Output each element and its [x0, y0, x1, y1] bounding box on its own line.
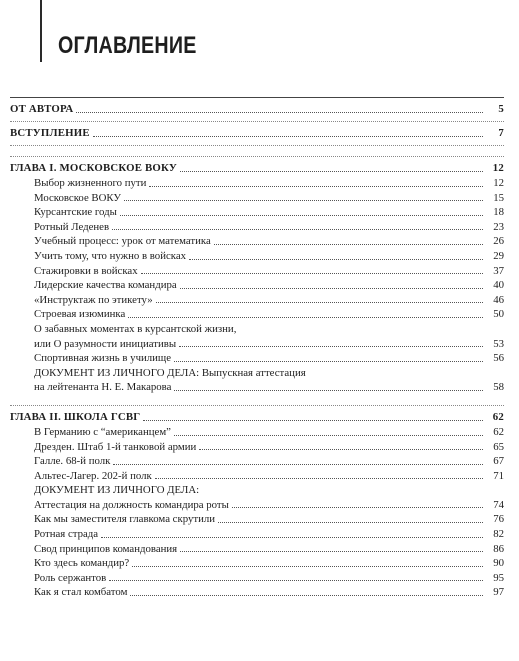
toc-entry[interactable]: ОТ АВТОРА 5 — [10, 103, 504, 115]
dot-leader — [155, 478, 483, 479]
toc-entry[interactable]: Строевая изюминка 50 — [34, 308, 504, 321]
toc-chapter[interactable]: ГЛАВА I. МОСКОВСКОЕ ВОКУ 12 — [10, 162, 504, 174]
toc-entry[interactable]: «Инструктаж по этикету» 46 — [34, 293, 504, 306]
toc-entry[interactable]: или О разумности инициативы 53 — [34, 337, 504, 350]
dot-leader — [112, 229, 483, 230]
dot-leader — [113, 464, 483, 465]
dot-leader — [76, 112, 483, 113]
toc-entry[interactable]: Выбор жизненного пути 12 — [34, 177, 504, 189]
toc-entry[interactable]: Ротный Леденев 23 — [34, 220, 504, 233]
toc-chapter[interactable]: ГЛАВА II. ШКОЛА ГСВГ 62 — [10, 410, 504, 423]
dot-leader — [174, 361, 483, 362]
toc-entry[interactable]: Учебный процесс: урок от математика 26 — [34, 235, 504, 248]
toc-entry[interactable]: Ротная страда 82 — [34, 528, 504, 541]
dot-leader — [232, 507, 483, 508]
dot-leader — [180, 171, 483, 172]
toc-entry[interactable]: Свод принципов командования 86 — [34, 542, 504, 555]
toc-entry[interactable]: Курсантские годы 18 — [34, 206, 504, 219]
dot-leader — [156, 302, 483, 303]
toc-entry-line: О забавных моментах в курсантской жизни, — [34, 322, 237, 335]
dot-leader — [179, 346, 483, 347]
title-rule — [40, 0, 42, 62]
page-title: ОГЛАВЛЕНИЕ — [58, 32, 197, 59]
toc-entry[interactable]: ВСТУПЛЕНИЕ 7 — [10, 127, 504, 139]
table-of-contents — [10, 97, 504, 600]
toc-entry[interactable]: В Германию с “американцем” 62 — [34, 425, 504, 438]
toc-entry[interactable]: Роль сержантов 95 — [34, 571, 504, 584]
dot-leader — [180, 551, 483, 552]
toc-entry[interactable]: Аттестация на должность командира роты 74 — [34, 498, 504, 511]
dot-leader — [143, 420, 483, 421]
dot-leader — [124, 200, 483, 201]
toc-entry[interactable]: Кто здесь командир? 90 — [34, 557, 504, 570]
toc-entry[interactable]: Лидерские качества командира 40 — [34, 279, 504, 292]
dot-leader — [132, 566, 483, 567]
dot-leader — [120, 215, 483, 216]
dot-leader — [109, 580, 483, 581]
dot-leader — [101, 537, 483, 538]
dot-leader — [180, 288, 483, 289]
toc-entry-line: ДОКУМЕНТ ИЗ ЛИЧНОГО ДЕЛА: — [34, 484, 200, 497]
toc-entry[interactable]: Как я стал комбатом 97 — [34, 586, 504, 599]
toc-entry[interactable]: Стажировки в войсках 37 — [34, 264, 504, 277]
toc-entry[interactable]: Спортивная жизнь в училище 56 — [34, 352, 504, 365]
toc-entry[interactable]: Галле. 68-й полк 67 — [34, 455, 504, 468]
toc-entry[interactable]: Учить тому, что нужно в войсках 29 — [34, 249, 504, 262]
dot-leader — [174, 435, 483, 436]
dot-leader — [149, 186, 483, 187]
dot-leader — [130, 595, 483, 596]
toc-entry[interactable]: Московское ВОКУ 15 — [34, 191, 504, 204]
dot-leader — [174, 390, 483, 391]
dot-leader — [128, 317, 483, 318]
toc-entry[interactable]: на лейтенанта Н. Е. Макарова 58 — [34, 381, 504, 394]
dot-leader — [93, 136, 483, 137]
toc-entry[interactable]: Дрезден. Штаб 1-й танковой армии 65 — [34, 440, 504, 453]
dot-leader — [214, 244, 483, 245]
dot-leader — [189, 259, 483, 260]
toc-entry[interactable]: Альтес-Лагер. 202-й полк 71 — [34, 469, 504, 482]
dot-leader — [218, 522, 483, 523]
toc-entry-line: ДОКУМЕНТ ИЗ ЛИЧНОГО ДЕЛА: Выпускная аттестация — [34, 366, 306, 379]
toc-entry[interactable]: Как мы заместителя главкома скрутили 76 — [34, 513, 504, 526]
dot-leader — [141, 273, 483, 274]
dot-leader — [199, 449, 483, 450]
